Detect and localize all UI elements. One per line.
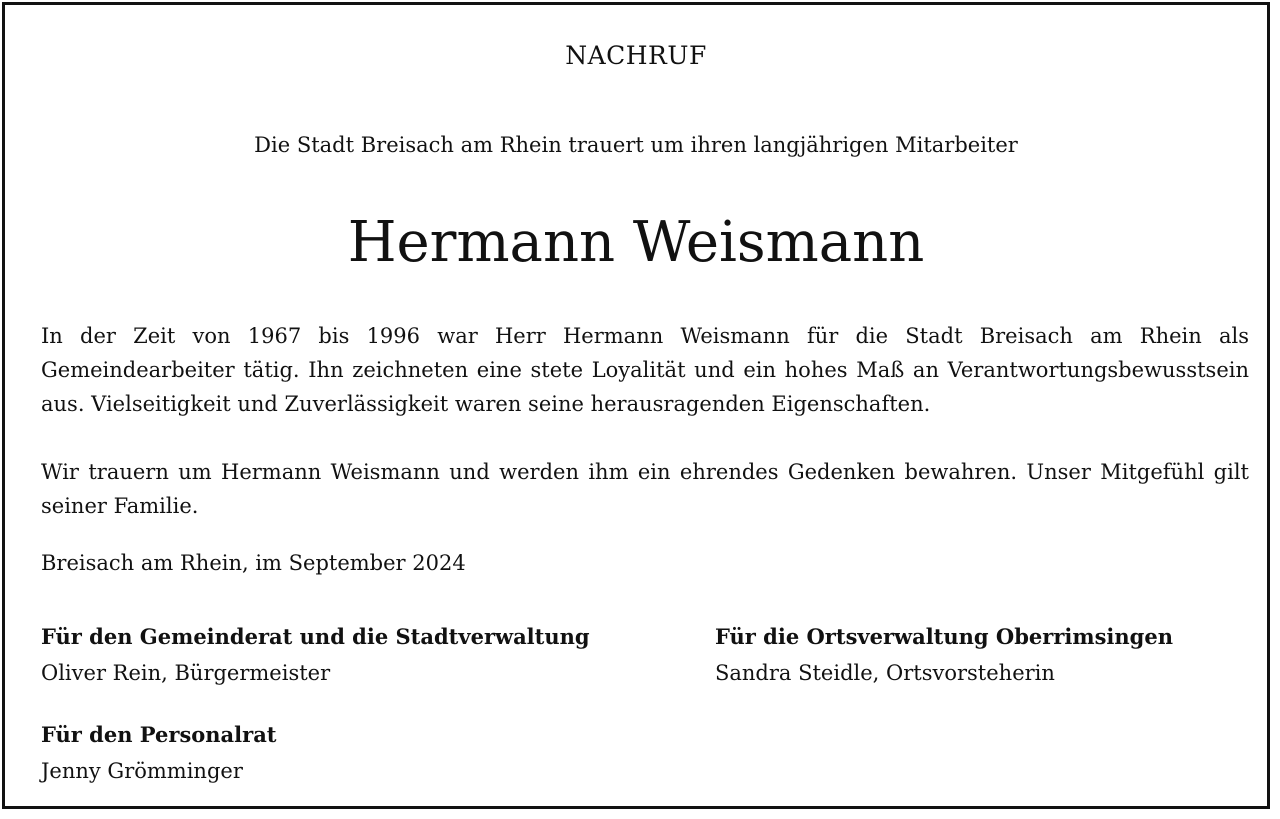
obituary-frame [2,2,1270,809]
place-date: Breisach am Rhein, im September 2024 [41,551,466,575]
signature-block-council [41,619,590,691]
signature-person: Jenny Grömminger [41,759,243,783]
condolence-paragraph: Wir trauern um Hermann Weismann und werden ihm ein ehrendes Gedenken bewahren. Unser Mitgefühl gilt seiner Familie. [41,460,1249,518]
intro-line: Die Stadt Breisach am Rhein trauert um ihren langjährigen Mitarbeiter [254,133,1018,157]
signature-block-local-administration [715,619,1173,691]
signature-role: Für den Personalrat [41,722,277,747]
tribute-paragraph: In der Zeit von 1967 bis 1996 war Herr Hermann Weismann für die Stadt Breisach am Rhein als Gemeindearbeiter tätig. Ihn zeichneten eine stete Loyalität und ein hohes Maß an Verantwortungsbewusstsein aus. Vielseitigkeit und Zuverlässigkeit waren seine herausragenden Eigenschaften. [41,324,1249,416]
notice-heading: NACHRUF [565,41,707,70]
signature-block-staff-council [41,717,277,789]
deceased-name: Hermann Weismann [347,210,925,275]
signature-person: Sandra Steidle, Ortsvorsteherin [715,661,1055,685]
signature-person: Oliver Rein, Bürgermeister [41,661,331,685]
signature-role: Für den Gemeinderat und die Stadtverwaltung [41,624,590,649]
signature-role: Für die Ortsverwaltung Oberrimsingen [715,624,1173,649]
